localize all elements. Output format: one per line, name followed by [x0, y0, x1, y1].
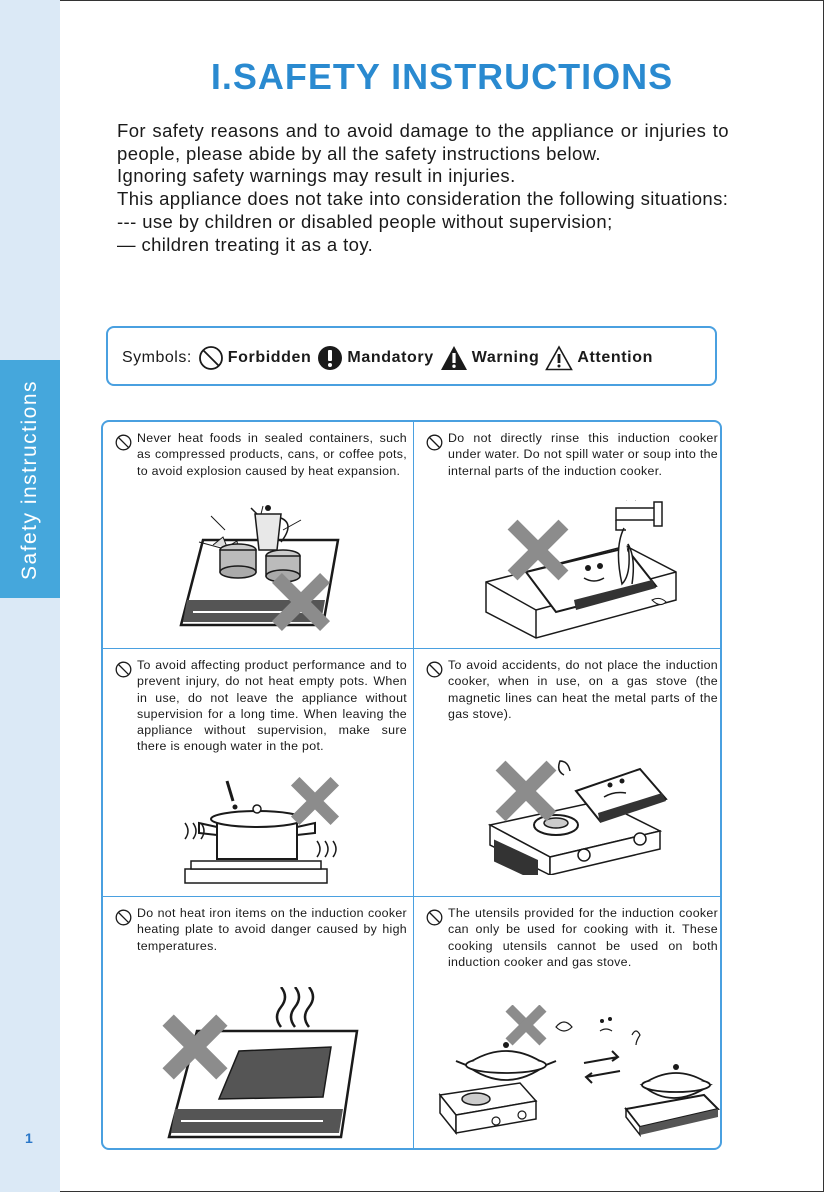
- symbol-forbidden: [198, 345, 312, 371]
- prohibition-icon: [426, 909, 443, 926]
- prohibition-icon: [426, 661, 443, 678]
- sealed-can-explosion-illustration: [173, 500, 353, 640]
- symbol-label: Attention: [577, 349, 653, 366]
- instructions-grid: [101, 420, 722, 1150]
- symbols-lead-label: Symbols:: [122, 349, 192, 366]
- page-title: I.SAFETY INSTRUCTIONS: [210, 56, 674, 97]
- page-number: 1: [25, 1130, 33, 1146]
- attention-triangle-outline-icon: [545, 345, 573, 371]
- prohibition-icon: [426, 434, 443, 451]
- symbol-label: Warning: [471, 349, 540, 366]
- prohibition-icon: [115, 661, 132, 678]
- symbol-warning: [440, 345, 540, 371]
- intro-paragraph: This appliance does not take into consideration the following situations:: [117, 188, 729, 210]
- instruction-text: Do not directly rinse this induction cooker under water. Do not spill water or soup into the internal parts of the induction cooker.: [448, 431, 718, 478]
- instruction-text: To avoid affecting product performance and to prevent injury, do not heat empty pots. When in use, do not leave the appliance without supervision for a long time. When leaving the appliance without supervision, make sure there is enough water in the pot.: [137, 658, 407, 754]
- instruction-cell: [414, 422, 722, 648]
- gas-stove-illustration: [480, 745, 670, 875]
- sidebar-section-label: Safety instructions: [18, 379, 41, 581]
- intro-paragraph: For safety reasons and to avoid damage to the appliance or injuries to people, please abide by all the safety instructions below.: [117, 120, 729, 164]
- instruction-text: Do not heat iron items on the induction cooker heating plate to avoid danger caused by high temperatures.: [137, 906, 407, 953]
- intro-text: [117, 120, 729, 256]
- symbol-mandatory: [317, 345, 433, 371]
- instruction-text: The utensils provided for the induction cooker can only be used for cooking with it. These cooking utensils cannot be used on both induction cooker and gas stove.: [448, 906, 718, 969]
- symbol-label: Mandatory: [347, 349, 434, 366]
- utensils-swap-illustration: [436, 1005, 722, 1145]
- instruction-cell: [103, 649, 413, 896]
- symbols-legend: [106, 326, 717, 386]
- instruction-text: Never heat foods in sealed containers, such as compressed products, cans, or coffee pots, to avoid explosion caused by heat expansion.: [137, 431, 407, 478]
- prohibition-icon: [115, 909, 132, 926]
- intro-paragraph: — children treating it as a toy.: [117, 233, 374, 255]
- sidebar: [0, 0, 60, 1192]
- intro-paragraph: --- use by children or disabled people without supervision;: [117, 210, 613, 232]
- hot-iron-plate-illustration: [157, 987, 367, 1147]
- prohibition-icon: [198, 345, 224, 371]
- warning-triangle-filled-icon: [440, 345, 468, 371]
- instruction-cell: [103, 897, 413, 1150]
- prohibition-icon: [115, 434, 132, 451]
- mandatory-exclamation-icon: [317, 345, 343, 371]
- water-rinse-illustration: [476, 500, 716, 642]
- instruction-cell: [414, 897, 722, 1150]
- instruction-text: To avoid accidents, do not place the induction cooker, when in use, on a gas stove (the magnetic lines can heat the metal parts of the gas stove).: [448, 658, 718, 721]
- intro-paragraph: Ignoring safety warnings may result in injuries.: [117, 165, 516, 187]
- symbol-label: Forbidden: [227, 349, 312, 366]
- instruction-cell: [414, 649, 722, 896]
- symbol-attention: [545, 345, 653, 371]
- instruction-cell: [103, 422, 413, 648]
- empty-pot-illustration: [173, 777, 343, 891]
